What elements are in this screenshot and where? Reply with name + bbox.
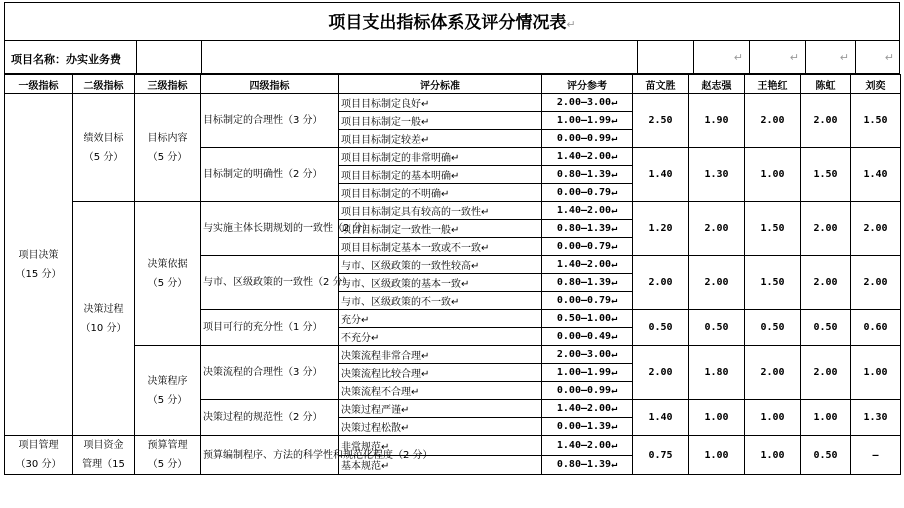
scoring-standard: 项目目标制定的非常明确↵	[339, 148, 542, 166]
level4-indicator: 与市、区级政策的一致性（2 分）	[201, 256, 339, 310]
scoring-standard: 充分↵	[339, 310, 542, 328]
level4-indicator: 目标制定的明确性（2 分）	[201, 148, 339, 202]
level4-indicator: 决策流程的合理性（3 分）	[201, 346, 339, 400]
level4-indicator: 决策过程的规范性（2 分）	[201, 400, 339, 436]
column-header: 陈虹	[801, 75, 851, 94]
column-header: 一级指标	[5, 75, 73, 94]
reviewer-score: 1.40	[633, 148, 689, 202]
score-reference: 1.40—2.00↵	[542, 256, 633, 274]
score-reference: 1.00—1.99↵	[542, 364, 633, 382]
reviewer-score: 1.50	[851, 94, 901, 148]
table-title	[4, 2, 900, 40]
score-reference: 1.00—1.99↵	[542, 112, 633, 130]
scoring-standard: 决策流程不合理↵	[339, 382, 542, 400]
score-reference: 0.00—0.99↵	[542, 130, 633, 148]
table-row	[5, 436, 901, 456]
reviewer-score: 0.50	[801, 436, 851, 475]
scoring-standard: 项目目标制定一般↵	[339, 112, 542, 130]
scoring-standard: 与市、区级政策的基本一致↵	[339, 274, 542, 292]
reviewer-score: 0.50	[689, 310, 745, 346]
table-row	[5, 346, 901, 364]
reviewer-score: 2.50	[633, 94, 689, 148]
table-row	[5, 94, 901, 112]
level1-indicator: 项目管理 （30 分）	[5, 436, 73, 475]
level4-indicator: 预算编制程序、方法的科学性和规范化程度（2 分）	[201, 436, 339, 475]
score-reference: 0.80—1.39↵	[542, 220, 633, 238]
reviewer-score: 0.75	[633, 436, 689, 475]
column-header: 四级指标	[201, 75, 339, 94]
level4-indicator: 项目可行的充分性（1 分）	[201, 310, 339, 346]
scoring-standard: 项目目标制定基本一致或不一致↵	[339, 238, 542, 256]
scoring-standard: 项目目标制定良好↵	[339, 94, 542, 112]
level3-indicator: 目标内容 （5 分）	[135, 94, 201, 202]
reviewer-score: 1.40	[851, 148, 901, 202]
scoring-standard: 非常规范↵	[339, 436, 542, 456]
scoring-standard: 与市、区级政策的不一致↵	[339, 292, 542, 310]
reviewer-score: 2.00	[633, 256, 689, 310]
scoring-standard: 与市、区级政策的一致性较高↵	[339, 256, 542, 274]
score-reference: 1.40—2.00↵	[542, 400, 633, 418]
blank-cell	[201, 41, 637, 73]
column-header: 赵志强	[689, 75, 745, 94]
reviewer-score: 2.00	[801, 202, 851, 256]
score-reference: 1.40—2.00↵	[542, 148, 633, 166]
title-text: 项目支出指标体系及评分情况表	[328, 13, 567, 33]
reviewer-score: 1.00	[689, 436, 745, 475]
reviewer-score: 1.30	[689, 148, 745, 202]
blank-cell	[136, 41, 201, 73]
score-reference: 0.00—0.49↵	[542, 328, 633, 346]
column-header: 评分参考	[542, 75, 633, 94]
reviewer-score: 2.00	[851, 256, 901, 310]
scoring-standard: 项目目标制定的基本明确↵	[339, 166, 542, 184]
column-header: 王艳红	[745, 75, 801, 94]
score-reference: 0.80—1.39↵	[542, 455, 633, 475]
score-reference: 0.80—1.39↵	[542, 166, 633, 184]
score-reference: 2.00—3.00↵	[542, 94, 633, 112]
scoring-standard: 项目目标制定一致性一般↵	[339, 220, 542, 238]
reviewer-score: 0.60	[851, 310, 901, 346]
column-header: 刘奕	[851, 75, 901, 94]
project-name-label: 项目名称：办实业务费	[11, 53, 121, 66]
reviewer-score: 2.00	[801, 94, 851, 148]
reviewer-score: 2.00	[801, 256, 851, 310]
blank-cell	[637, 41, 693, 73]
reviewer-score: 2.00	[745, 94, 801, 148]
scoring-standard: 决策过程松散↵	[339, 418, 542, 436]
level1-indicator: 项目决策 （15 分）	[5, 94, 73, 436]
reviewer-score: 0.50	[801, 310, 851, 346]
paragraph-mark-icon: ↵	[693, 41, 749, 73]
scoring-standard: 决策过程严谨↵	[339, 400, 542, 418]
paragraph-mark-icon: ↵	[855, 41, 900, 73]
column-header: 评分标准	[339, 75, 542, 94]
scoring-standard: 项目目标制定具有较高的一致性↵	[339, 202, 542, 220]
table-body	[5, 94, 901, 475]
reviewer-score: 2.00	[801, 346, 851, 400]
reviewer-score: 1.00	[745, 436, 801, 475]
paragraph-mark-icon: ↵	[749, 41, 805, 73]
header-row	[5, 75, 901, 94]
level2-indicator: 项目资金 管理（15	[73, 436, 135, 475]
level3-indicator: 预算管理 （5 分）	[135, 436, 201, 475]
level4-indicator: 目标制定的合理性（3 分）	[201, 94, 339, 148]
level2-indicator: 决策过程 （10 分）	[73, 202, 135, 436]
reviewer-score: 2.00	[689, 202, 745, 256]
column-header: 二级指标	[73, 75, 135, 94]
reviewer-score: 1.00	[745, 400, 801, 436]
score-reference: 0.50—1.00↵	[542, 310, 633, 328]
reviewer-score: 0.50	[633, 310, 689, 346]
score-reference: 2.00—3.00↵	[542, 346, 633, 364]
table-row	[5, 202, 901, 220]
reviewer-score: 2.00	[745, 346, 801, 400]
scoring-standard: 基本规范↵	[339, 455, 542, 475]
paragraph-mark-icon: ↵	[566, 18, 576, 31]
score-reference: 0.00—0.79↵	[542, 184, 633, 202]
reviewer-score: 1.00	[745, 148, 801, 202]
level4-indicator: 与实施主体长期规划的一致性（2 分）	[201, 202, 339, 256]
reviewer-score: 1.50	[801, 148, 851, 202]
reviewer-score: 1.00	[801, 400, 851, 436]
scoring-standard: 不充分↵	[339, 328, 542, 346]
reviewer-score: 1.50	[745, 202, 801, 256]
scoring-standard: 项目目标制定的不明确↵	[339, 184, 542, 202]
reviewer-score: 1.40	[633, 400, 689, 436]
reviewer-score: 1.00	[689, 400, 745, 436]
scoring-standard: 决策流程非常合理↵	[339, 346, 542, 364]
reviewer-score: 1.20	[633, 202, 689, 256]
reviewer-score: 1.00	[851, 346, 901, 400]
reviewer-score: 0.50	[745, 310, 801, 346]
paragraph-mark-icon: ↵	[805, 41, 855, 73]
reviewer-score: 2.00	[689, 256, 745, 310]
scoring-standard: 决策流程比较合理↵	[339, 364, 542, 382]
reviewer-score: 1.30	[851, 400, 901, 436]
score-reference: 1.40—2.00↵	[542, 202, 633, 220]
score-reference: 1.40—2.00↵	[542, 436, 633, 456]
reviewer-score: 2.00	[851, 202, 901, 256]
level2-indicator: 绩效目标 （5 分）	[73, 94, 135, 202]
score-reference: 0.00—0.99↵	[542, 382, 633, 400]
reviewer-score: 1.80	[689, 346, 745, 400]
reviewer-score: 2.00	[633, 346, 689, 400]
score-reference: 0.00—1.39↵	[542, 418, 633, 436]
scoring-standard: 项目目标制定较差↵	[339, 130, 542, 148]
score-reference: 0.80—1.39↵	[542, 274, 633, 292]
level3-indicator: 决策程序 （5 分）	[135, 346, 201, 436]
project-name-row	[4, 40, 900, 74]
score-reference: 0.00—0.79↵	[542, 292, 633, 310]
reviewer-score: –	[851, 436, 901, 475]
reviewer-score: 1.90	[689, 94, 745, 148]
column-header: 苗文胜	[633, 75, 689, 94]
score-reference: 0.00—0.79↵	[542, 238, 633, 256]
scoring-table	[4, 74, 901, 475]
level3-indicator: 决策依据 （5 分）	[135, 202, 201, 346]
reviewer-score: 1.50	[745, 256, 801, 310]
column-header: 三级指标	[135, 75, 201, 94]
